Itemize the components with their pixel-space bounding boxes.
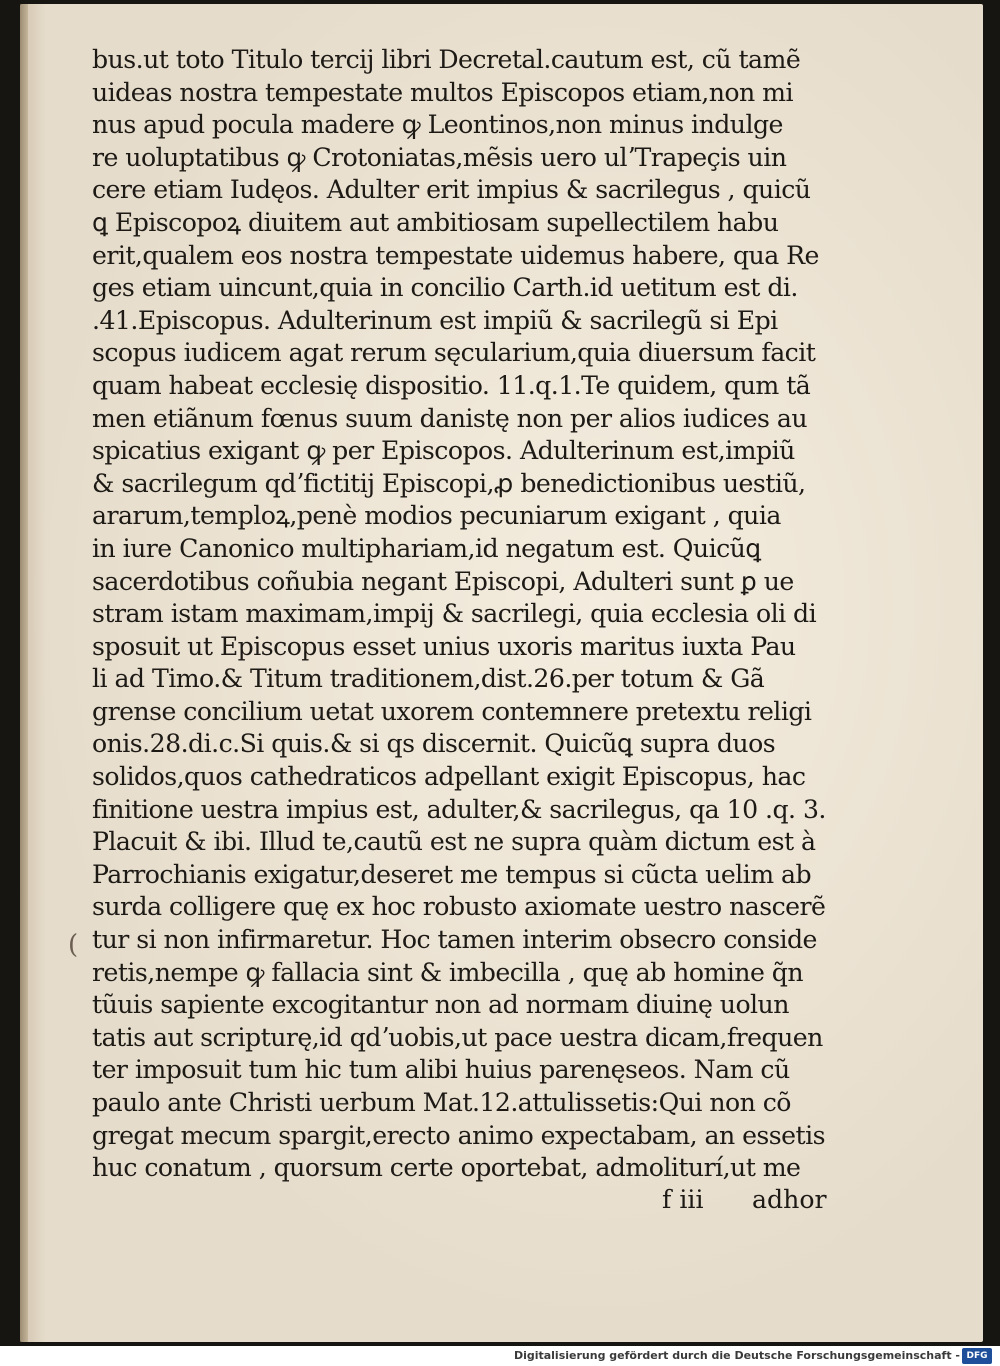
text-line: cere etiam Iudęos. Adulter erit impius & sacrilegus , quicũ <box>92 175 811 205</box>
digitization-footer <box>0 1346 1000 1366</box>
text-line: uideas nostra tempestate multos Episcopos etiam,non mi <box>92 77 793 107</box>
text-line: paulo ante Christi uerbum Mat.12.attulissetis:Qui non cõ <box>92 1088 791 1117</box>
text-line: in iure Canonico multiphariam,id negatum est. Quicũꝗ <box>92 533 761 563</box>
text-line: solidos,quos cathedraticos adpellant exigit Episcopus, hac <box>92 762 806 792</box>
text-line: men etiãnum fœnus suum danistę non per alios iudices au <box>92 403 807 433</box>
text-line: surda colligere quę ex hoc robusto axiomate uestro nascerẽ <box>92 892 826 922</box>
text-line: sacerdotibus coñubia negant Episcopi, Adulteri sunt ꝑ ue <box>92 566 794 596</box>
text-line: erit,qualem eos nostra tempestate uidemus habere, qua Re <box>92 240 819 270</box>
signature-mark: f iii <box>662 1185 704 1214</box>
text-line: ter imposuit tum hic tum alibi huius parenęseos. Nam cũ <box>92 1055 790 1085</box>
text-line: onis.28.di.c.Si quis.& si qs discernit. Quicũꝗ supra duos <box>92 729 776 759</box>
text-line: scopus iudicem agat rerum sęcularium,quia diuersum facit <box>92 338 816 368</box>
text-line: ararum,temploꝝ,penè modios pecuniarum exigant , quia <box>92 501 781 531</box>
body-text <box>92 44 852 1185</box>
funding-credit: Digitalisierung gefördert durch die Deutsche Forschungsgemeinschaft - <box>513 1349 960 1362</box>
text-line: li ad Timo.& Titum traditionem,dist.26.per totum & Gã <box>92 664 765 694</box>
text-line: re uoluptatibus ꝙ Crotoniatas,mẽsis uero ulʼTrapeçis uin <box>92 142 787 172</box>
text-line: quam habeat ecclesię dispositio. 11.q.1.Te quidem, qum tã <box>92 370 811 400</box>
text-line: .41.Episcopus. Adulterinum est impiũ & sacrilegũ si Epi <box>92 305 778 335</box>
page-gutter-shadow <box>20 4 28 1342</box>
text-line: tatis aut scripturę,id qdʼuobis,ut pace uestra dicam,frequen <box>92 1022 823 1052</box>
text-line: nus apud pocula madere ꝙ Leontinos,non minus indulge <box>92 110 783 140</box>
margin-bracket-mark: ( <box>68 930 79 960</box>
text-line: huc conatum , quorsum certe oportebat, admoliturí,ut me <box>92 1153 801 1183</box>
text-line: stram istam maximam,impij & sacrilegi, quia ecclesia oli di <box>92 599 817 629</box>
text-line: retis,nempe ꝙ fallacia sint & imbecilla , quę ab homine q̃n <box>92 957 804 987</box>
text-line: tur si non infirmaretur. Hoc tamen interim obsecro conside <box>92 925 817 955</box>
text-line: bus.ut toto Titulo tercij libri Decretal.cautum est, cũ tamẽ <box>92 45 801 74</box>
dfg-logo-icon: DFG <box>962 1348 992 1364</box>
text-line: finitione uestra impius est, adulter,& sacrilegus, qa 10 .q. 3. <box>92 794 826 824</box>
text-line: gregat mecum spargit,erecto animo expectabam, an essetis <box>92 1120 825 1150</box>
text-line: Parrochianis exigatur,deseret me tempus si cũcta uelim ab <box>92 859 812 889</box>
text-line: sposuit ut Episcopus esset unius uxoris maritus iuxta Pau <box>92 631 796 661</box>
text-line: tũuis sapiente excogitantur non ad normam diuinę uolun <box>92 990 789 1020</box>
text-line: & sacrilegum qdʼfictitij Episcopi,ꝓ benedictionibus uestiũ, <box>92 468 806 498</box>
catchword: adhor <box>752 1185 827 1214</box>
text-line: grense concilium uetat uxorem contemnere pretextu religi <box>92 696 812 726</box>
text-line: spicatius exigant ꝙ per Episcopos. Adulterinum est,impiũ <box>92 436 795 466</box>
text-line: ꝗ Episcopoꝝ diuitem aut ambitiosam supellectilem habu <box>92 207 779 237</box>
text-line: ges etiam uincunt,quia in concilio Carth.id uetitum est di. <box>92 273 798 303</box>
text-line: Placuit & ibi. Illud te,cautũ est ne supra quàm dictum est à <box>92 827 816 857</box>
